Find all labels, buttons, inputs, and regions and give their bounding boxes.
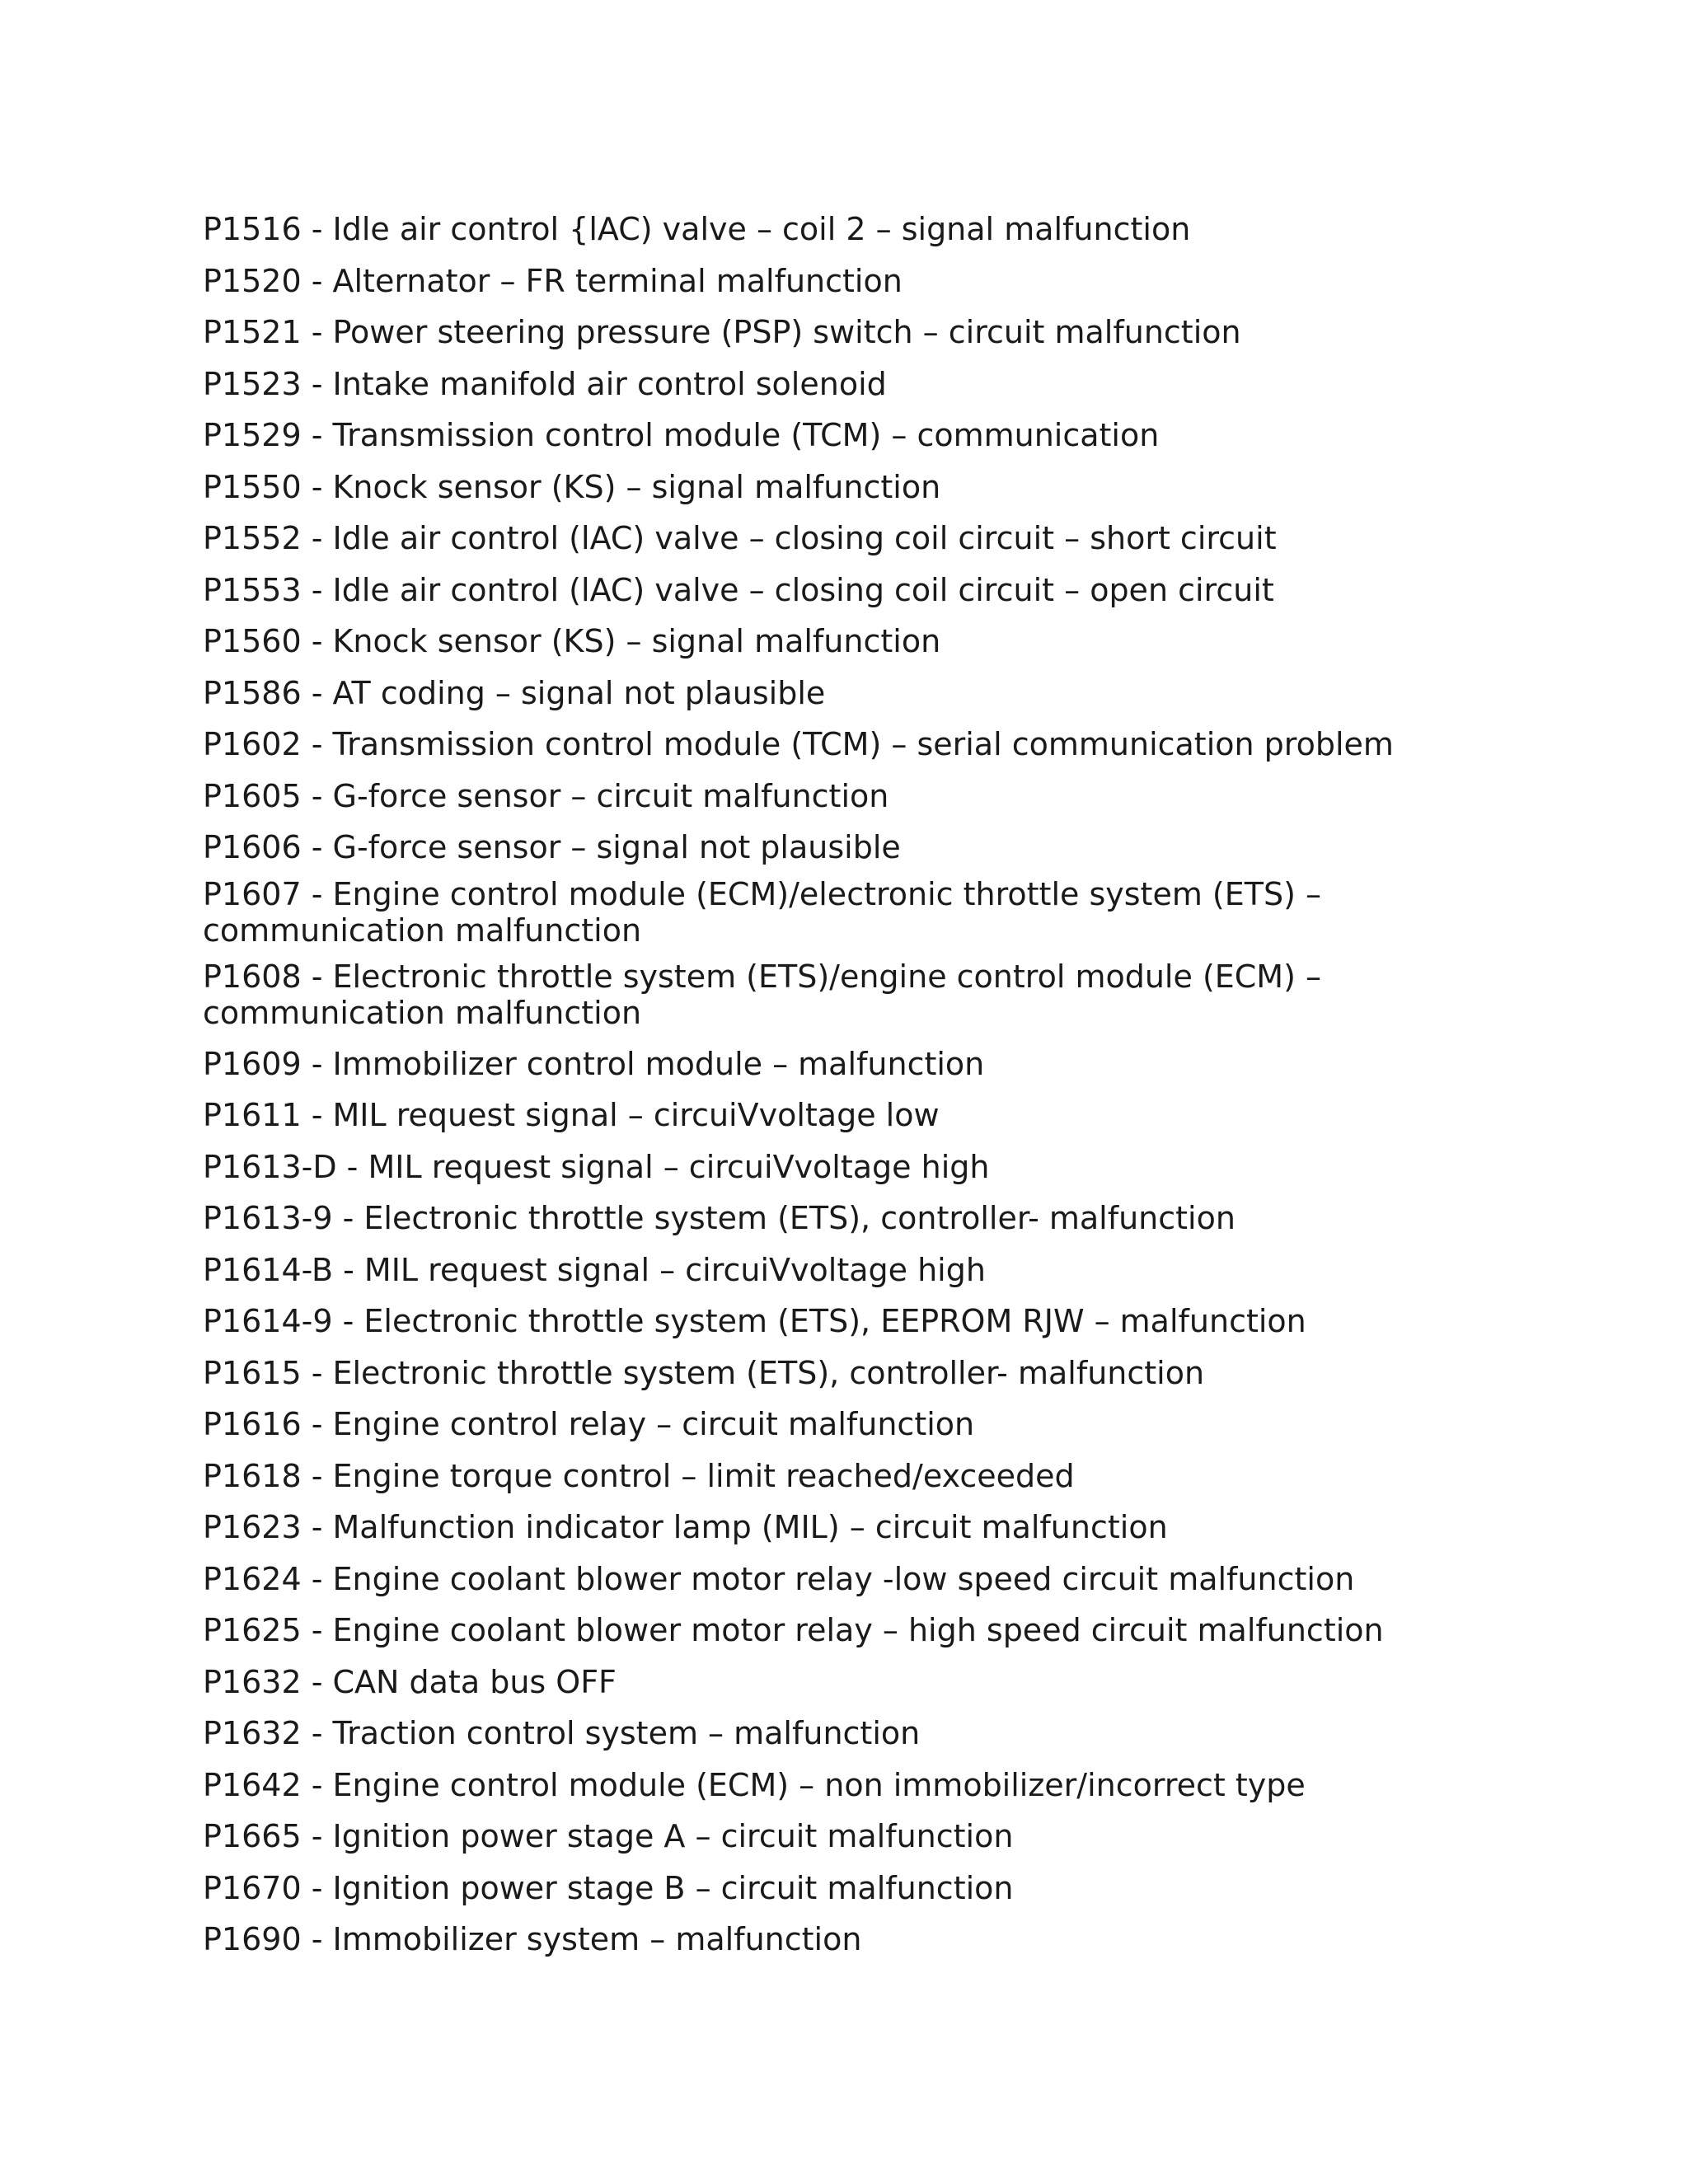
list-item: P1606 - G-force sensor – signal not plausible (203, 829, 901, 865)
list-item: P1616 - Engine control relay – circuit malfunction (203, 1406, 975, 1442)
list-item: P1529 - Transmission control module (TCM) – communication (203, 417, 1160, 453)
list-item: P1690 - Immobilizer system – malfunction (203, 1921, 862, 1957)
list-item: P1608 - Electronic throttle system (ETS)/engine control module (ECM) – communication malfunction (203, 958, 1321, 1031)
list-item: P1665 - Ignition power stage A – circuit malfunction (203, 1818, 1014, 1854)
list-item: P1607 - Engine control module (ECM)/electronic throttle system (ETS) – communication malfunction (203, 875, 1321, 949)
list-item: P1670 - Ignition power stage B – circuit malfunction (203, 1869, 1014, 1906)
list-item: P1618 - Engine torque control – limit reached/exceeded (203, 1457, 1075, 1494)
list-item: P1609 - Immobilizer control module – malfunction (203, 1045, 985, 1082)
list-item: P1613-9 - Electronic throttle system (ETS), controller- malfunction (203, 1200, 1236, 1236)
list-item: P1614-B - MIL request signal – circuiVvoltage high (203, 1251, 986, 1288)
list-item: P1520 - Alternator – FR terminal malfunction (203, 262, 903, 299)
list-item: P1614-9 - Electronic throttle system (ETS), EEPROM RJW – malfunction (203, 1303, 1306, 1339)
list-item: P1516 - Idle air control {lAC) valve – coil 2 – signal malfunction (203, 211, 1191, 247)
list-item: P1550 - Knock sensor (KS) – signal malfunction (203, 468, 941, 505)
list-item: P1623 - Malfunction indicator lamp (MIL) – circuit malfunction (203, 1509, 1168, 1545)
list-item: P1602 - Transmission control module (TCM) – serial communication problem (203, 726, 1394, 762)
list-item: P1521 - Power steering pressure (PSP) switch – circuit malfunction (203, 314, 1241, 350)
list-item: P1613-D - MIL request signal – circuiVvoltage high (203, 1148, 990, 1185)
list-item: P1625 - Engine coolant blower motor relay – high speed circuit malfunction (203, 1612, 1384, 1648)
list-item: P1632 - CAN data bus OFF (203, 1663, 617, 1700)
list-item: P1523 - Intake manifold air control solenoid (203, 365, 887, 402)
list-item: P1632 - Traction control system – malfunction (203, 1715, 921, 1751)
trouble-code-list (203, 204, 1489, 1966)
list-item: P1605 - G-force sensor – circuit malfunction (203, 777, 889, 814)
list-item: P1553 - Idle air control (lAC) valve – closing coil circuit – open circuit (203, 571, 1274, 608)
list-item: P1615 - Electronic throttle system (ETS), controller- malfunction (203, 1354, 1205, 1391)
list-item: P1552 - Idle air control (lAC) valve – closing coil circuit – short circuit (203, 520, 1277, 556)
list-item: P1586 - AT coding – signal not plausible (203, 674, 826, 711)
list-item: P1624 - Engine coolant blower motor relay -low speed circuit malfunction (203, 1560, 1355, 1597)
list-item: P1642 - Engine control module (ECM) – non immobilizer/incorrect type (203, 1766, 1306, 1803)
list-item: P1560 - Knock sensor (KS) – signal malfunction (203, 623, 941, 659)
list-item: P1611 - MIL request signal – circuiVvoltage low (203, 1097, 940, 1133)
